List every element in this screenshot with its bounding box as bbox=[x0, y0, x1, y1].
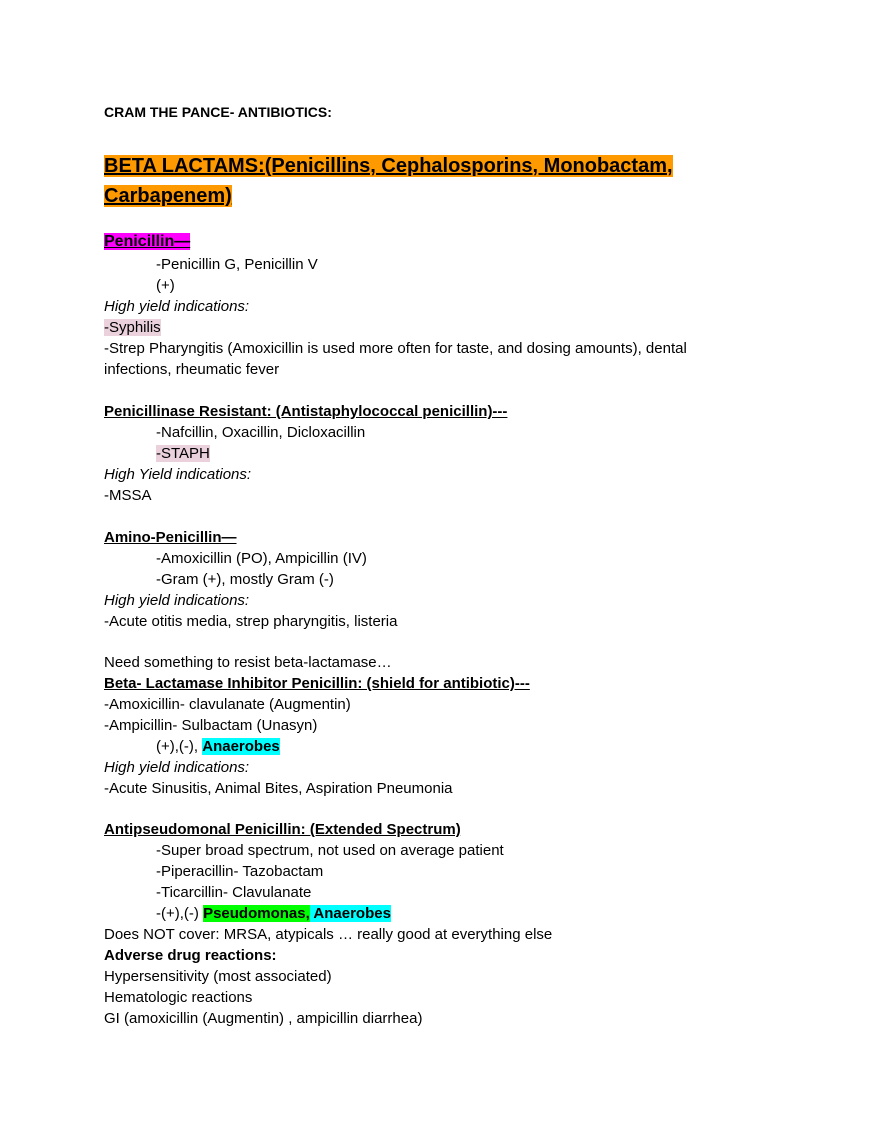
beta-inhibitor-heading: Beta- Lactamase Inhibitor Penicillin: (shield for antibiotic)--- bbox=[104, 675, 530, 692]
penicillin-heading: Penicillin— bbox=[104, 233, 191, 250]
amino-hy-label: High yield indications: bbox=[104, 592, 250, 609]
penicillin-indication-cont: infections, rheumatic fever bbox=[104, 361, 280, 378]
amino-indication: -Acute otitis media, strep pharyngitis, listeria bbox=[104, 613, 398, 630]
penicillin-hy-label: High yield indications: bbox=[104, 298, 250, 315]
antipseudomonal-heading: Antipseudomonal Penicillin: (Extended Spectrum) bbox=[104, 821, 461, 838]
penicillinase-indication: -MSSA bbox=[104, 487, 152, 504]
penicillinase-heading: Penicillinase Resistant: (Antistaphylococcal penicillin)--- bbox=[104, 403, 508, 420]
beta-inhibitor-intro: Need something to resist beta-lactamase… bbox=[104, 654, 392, 671]
penicillin-indication: -Strep Pharyngitis (Amoxicillin is used more often for taste, and dosing amounts), dental bbox=[104, 340, 687, 357]
adr-label: Adverse drug reactions: bbox=[104, 947, 277, 964]
amino-heading: Amino-Penicillin— bbox=[104, 529, 237, 546]
amino-coverage: -Gram (+), mostly Gram (-) bbox=[156, 571, 334, 588]
penicillinase-hy-label: High Yield indications: bbox=[104, 466, 252, 483]
beta-inhibitor-indication: -Acute Sinusitis, Animal Bites, Aspiration Pneumonia bbox=[104, 780, 453, 797]
penicillinase-drugs: -Nafcillin, Oxacillin, Dicloxacillin bbox=[156, 424, 366, 441]
antipseudomonal-drug: -Piperacillin- Tazobactam bbox=[156, 863, 324, 880]
adr-item: Hypersensitivity (most associated) bbox=[104, 968, 332, 985]
penicillinase-coverage: -STAPH bbox=[156, 445, 210, 462]
beta-inhibitor-hy-label: High yield indications: bbox=[104, 759, 250, 776]
antipseudomonal-coverage: -(+),(-) Pseudomonas, Anaerobes bbox=[156, 905, 391, 922]
beta-lactams-heading: BETA LACTAMS:(Penicillins, Cephalosporins, Monobactam, Carbapenem) bbox=[104, 155, 673, 207]
antipseudomonal-drug: -Ticarcillin- Clavulanate bbox=[156, 884, 312, 901]
penicillin-coverage: (+) bbox=[156, 277, 175, 294]
beta-inhibitor-drug: -Ampicillin- Sulbactam (Unasyn) bbox=[104, 717, 318, 734]
penicillin-drugs: -Penicillin G, Penicillin V bbox=[156, 256, 318, 273]
penicillin-indication: -Syphilis bbox=[104, 319, 161, 336]
amino-drugs: -Amoxicillin (PO), Ampicillin (IV) bbox=[156, 550, 367, 567]
document-title: CRAM THE PANCE- ANTIBIOTICS: bbox=[104, 104, 332, 120]
beta-inhibitor-drug: -Amoxicillin- clavulanate (Augmentin) bbox=[104, 696, 351, 713]
beta-inhibitor-coverage: (+),(-), Anaerobes bbox=[156, 738, 280, 755]
antipseudomonal-not-cover: Does NOT cover: MRSA, atypicals … really good at everything else bbox=[104, 926, 553, 943]
antipseudomonal-note: -Super broad spectrum, not used on average patient bbox=[156, 842, 504, 859]
adr-item: GI (amoxicillin (Augmentin) , ampicillin diarrhea) bbox=[104, 1010, 423, 1027]
adr-item: Hematologic reactions bbox=[104, 989, 253, 1006]
